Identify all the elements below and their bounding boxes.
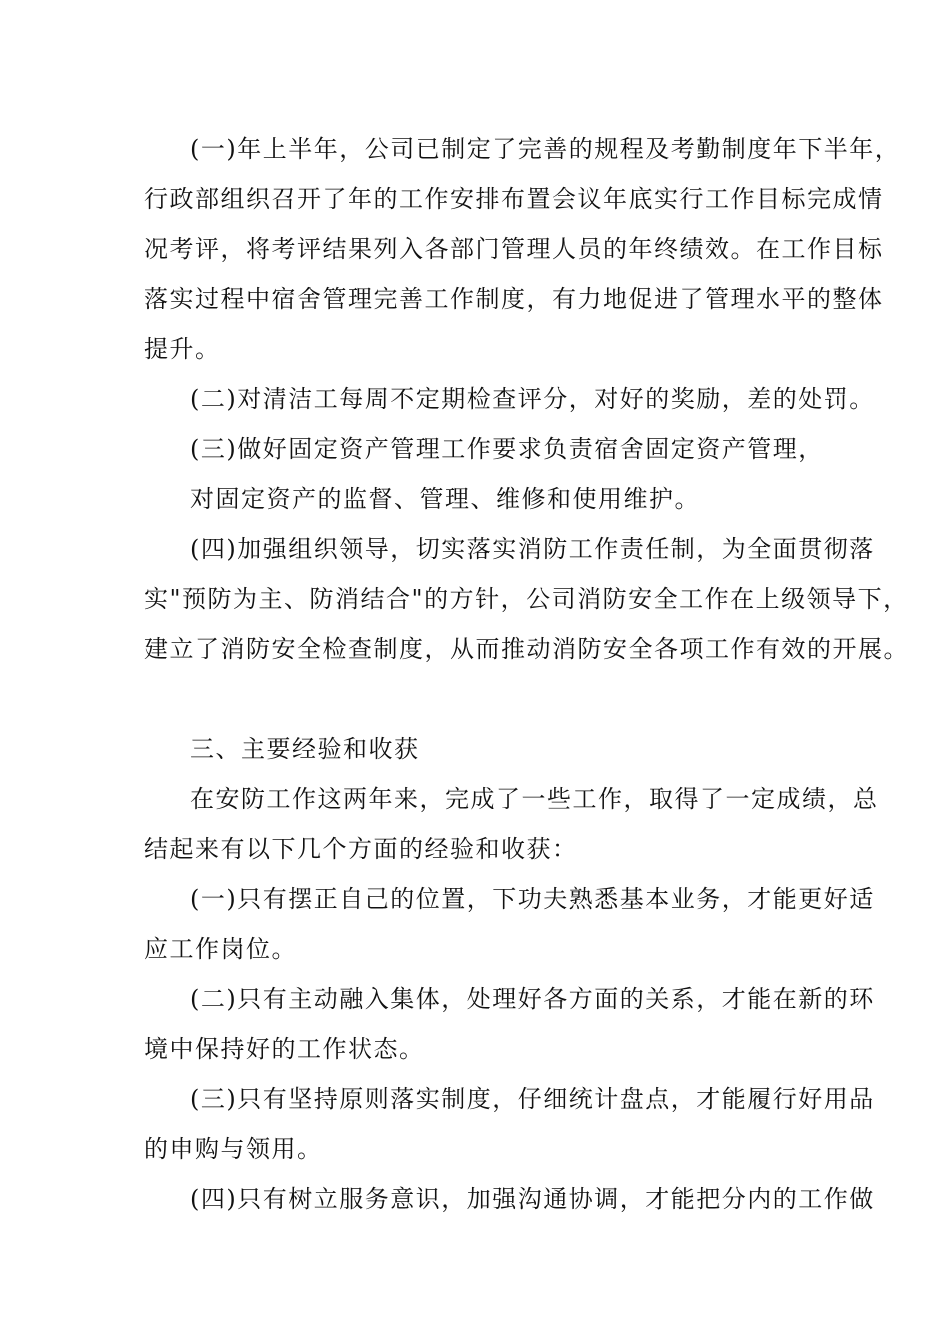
text-line: (四)只有树立服务意识，加强沟通协调，才能把分内的工作做 [190, 1185, 875, 1213]
text-line: 实"预防为主、防消结合"的方针，公司消防安全工作在上级领导下， [144, 585, 909, 613]
text-line: 对固定资产的监督、管理、维修和使用维护。 [190, 485, 700, 513]
section-heading: 三、主要经验和收获 [190, 735, 420, 763]
text-line: 境中保持好的工作状态。 [144, 1035, 425, 1063]
text-line: 建立了消防安全检查制度，从而推动消防安全各项工作有效的开展。 [144, 635, 909, 663]
text-line: (四)加强组织领导，切实落实消防工作责任制，为全面贯彻落 [190, 535, 875, 563]
text-line: 的申购与领用。 [144, 1135, 323, 1163]
text-line: (二)只有主动融入集体，处理好各方面的关系，才能在新的环 [190, 985, 875, 1013]
text-line: 结起来有以下几个方面的经验和收获： [144, 835, 578, 863]
text-line: (二)对清洁工每周不定期检查评分，对好的奖励，差的处罚。 [190, 385, 875, 413]
text-line: (一)只有摆正自己的位置，下功夫熟悉基本业务，才能更好适 [190, 885, 875, 913]
text-line: 应工作岗位。 [144, 935, 297, 963]
text-line: (一)年上半年，公司已制定了完善的规程及考勤制度年下半年， [190, 135, 901, 163]
text-line: (三)做好固定资产管理工作要求负责宿舍固定资产管理， [190, 435, 824, 463]
text-line: 提升。 [144, 335, 221, 363]
text-line: 况考评，将考评结果列入各部门管理人员的年终绩效。在工作目标 [144, 235, 884, 263]
text-line: 在安防工作这两年来，完成了一些工作，取得了一定成绩，总 [190, 785, 879, 813]
text-line: 行政部组织召开了年的工作安排布置会议年底实行工作目标完成情 [144, 185, 884, 213]
text-line: 落实过程中宿舍管理完善工作制度，有力地促进了管理水平的整体 [144, 285, 884, 313]
text-line: (三)只有坚持原则落实制度，仔细统计盘点，才能履行好用品 [190, 1085, 875, 1113]
